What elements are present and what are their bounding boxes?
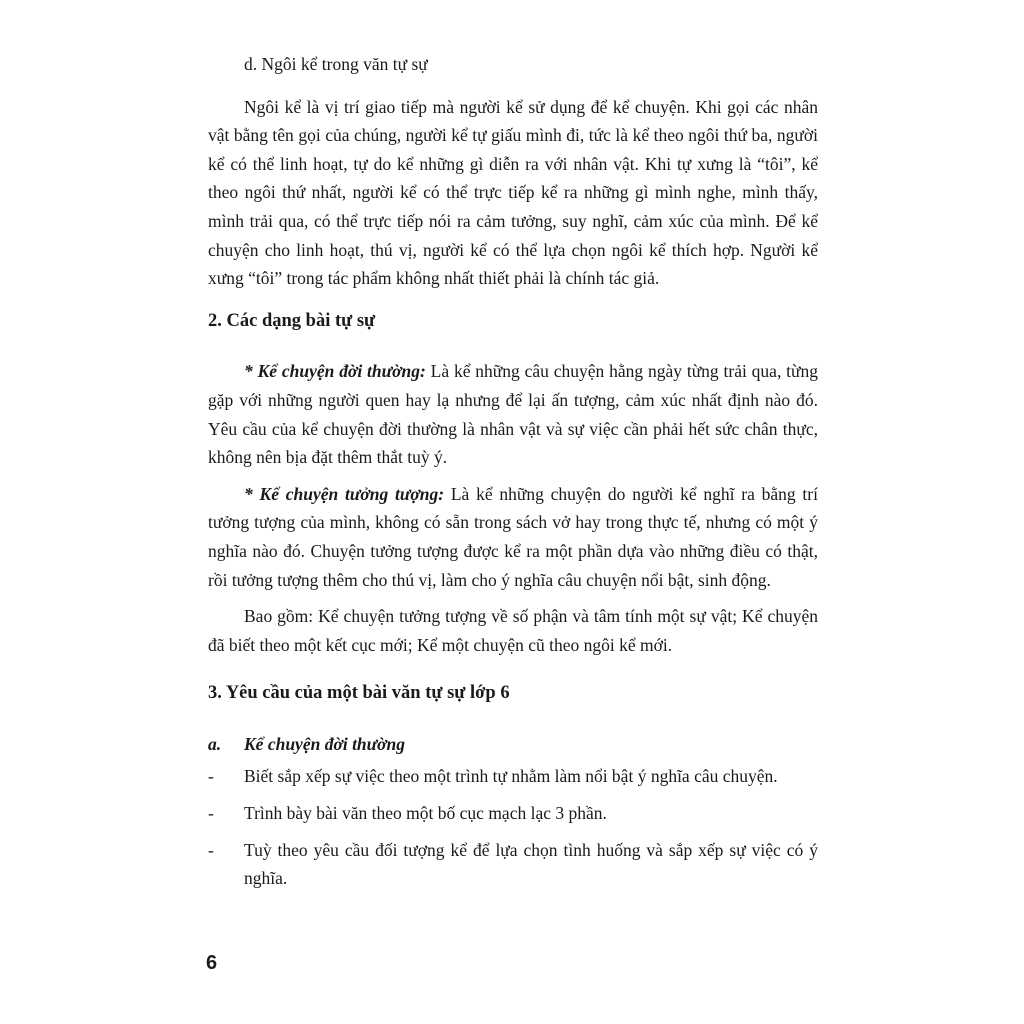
section-heading-3: 3. Yêu cầu của một bài văn tự sự lớp 6 (208, 683, 510, 704)
everyday-story-lead: * Kể chuyện đời thường: (244, 361, 426, 382)
page-number: 6 (206, 952, 218, 974)
page-content (208, 50, 818, 901)
everyday-story-text: Là kể những câu chuyện hằng ngày từng trải qua, từng gặp với những người quen hay lạ nhưng để lại ấn tượng, cảm xúc nhất định nào đó. Yêu cầu của kể chuyện đời thường là nhân vật và sự việc cần phải hết sức chân thực, không nên bịa đặt thêm thắt tuỳ ý. (208, 361, 818, 468)
paragraph-everyday-story (208, 357, 818, 471)
imaginary-story-lead: * Kể chuyện tưởng tượng: (244, 483, 445, 504)
paragraph-imaginary-story (208, 480, 818, 594)
list-item (208, 836, 818, 893)
dash-bullet: - (208, 766, 214, 787)
subsection-a-title (208, 730, 818, 759)
paragraph-includes: Bao gồm: Kể chuyện tưởng tượng về số phận và tâm tính một sự vật; Kể chuyện đã biết theo một kết cục mới; Kể một chuyện cũ theo ngôi kể mới. (208, 606, 818, 655)
dash-bullet: - (208, 803, 214, 824)
dash-bullet: - (208, 839, 214, 860)
list-item-text: Trình bày bài văn theo một bố cục mạch lạc 3 phần. (244, 803, 607, 824)
list-item (208, 762, 818, 791)
list-item-text: Tuỳ theo yêu cầu đối tượng kể để lựa chọn tình huống và sắp xếp sự việc có ý nghĩa. (244, 839, 818, 889)
subsection-title-d: d. Ngôi kể trong văn tự sự (244, 54, 428, 74)
subsection-a-text: Kể chuyện đời thường (244, 733, 406, 754)
list-item-text: Biết sắp xếp sự việc theo một trình tự nhằm làm nổi bật ý nghĩa câu chuyện. (244, 766, 778, 787)
paragraph-narrator-perspective: Ngôi kể là vị trí giao tiếp mà người kể sử dụng để kể chuyện. Khi gọi các nhân vật bằng tên gọi của chúng, người kể tự giấu mình đi, tức là kể theo ngôi thứ ba, người kể có thể linh hoạt, tự do kể những gì diễn ra với nhân vật. Khi tự xưng là “tôi”, kể theo ngôi thứ nhất, người kể có thể trực tiếp kể ra những gì mình nghe, mình thấy, mình trải qua, có thể trực tiếp nói ra cảm tưởng, suy nghĩ, cảm xúc của mình. Để kể chuyện cho linh hoạt, thú vị, người kể có thể lựa chọn ngôi kể thích hợp. Người kể xưng “tôi” trong tác phẩm không nhất thiết phải là chính tác giả. (208, 96, 818, 289)
subsection-a-marker: a. (208, 733, 222, 754)
imaginary-story-text: Là kể những chuyện do người kể nghĩ ra bằng trí tưởng tượng của mình, không có sẵn trong sách vở hay trong thực tế, nhưng có một ý nghĩa nào đó. Chuyện tưởng tượng được kể ra một phần dựa vào những điều có thật, rồi tưởng tượng thêm cho thú vị, làm cho ý nghĩa câu chuyện nổi bật, sinh động. (208, 483, 818, 590)
list-item (208, 799, 818, 828)
section-heading-2: 2. Các dạng bài tự sự (208, 310, 376, 331)
